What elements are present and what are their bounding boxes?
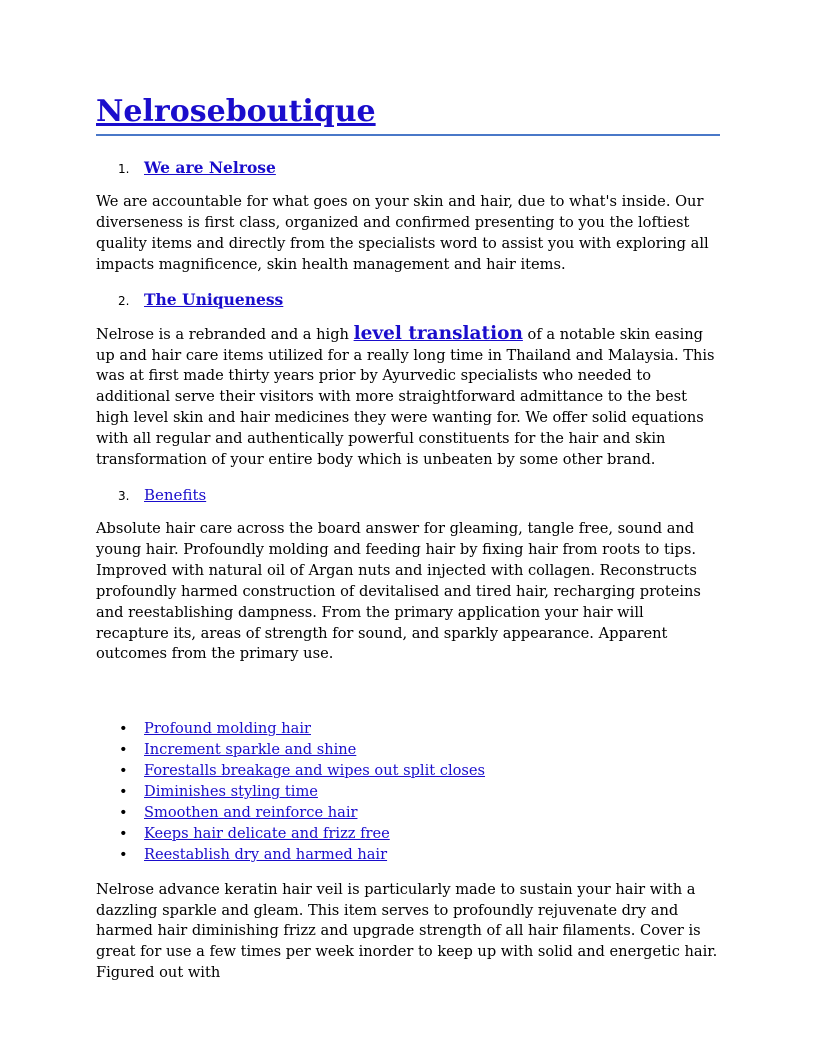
section-link-benefits[interactable]: Benefits [144,485,207,504]
bullet-icon: • [119,720,128,738]
section-heading-2 [96,290,720,310]
benefit-link[interactable]: Profound molding hair [144,720,311,738]
list-item [96,845,720,866]
paragraph-benefits: Absolute hair care across the board answer for gleaming, tangle free, sound and young hair. Profoundly molding and feeding hair by fixing hair from roots to tips. Improved with natural oil of Argan nuts and injected with collagen. Reconstructs profoundly harmed construction of devitalised and tired hair, recharging proteins and reestablishing dampness. From the primary application your hair will recapture its, areas of strength for sound, and sparkly appearance. Apparent outcomes from the primary use. [96,519,701,663]
paragraph-uniqueness [96,324,720,471]
section-heading-1 [96,158,720,178]
benefits-list [96,719,720,865]
section-heading-3 [96,485,720,505]
bullet-icon: • [119,762,128,780]
section-link-we-are-nelrose[interactable]: We are Nelrose [144,158,276,177]
page-title-link[interactable]: Nelroseboutique [96,94,376,129]
paragraph-text: of a notable skin easing up and hair care items utilized for a really long time in Thailand and Malaysia. This was at first made thirty years prior by Ayurvedic specialists who needed to additional serve their visitors with more straightforward admittance to the best high level skin and hair medicines they were wanting for. We offer solid equations with all regular and authentically powerful constituents for the hair and skin transformation of your entire body which is unbeaten by some other brand. [96,325,715,469]
benefit-link[interactable]: Diminishes styling time [144,783,318,801]
section-number: 3. [118,488,130,503]
bullet-icon: • [119,845,128,863]
section-number: 2. [118,293,130,308]
level-translation-link[interactable]: level translation [353,322,523,344]
bullet-icon: • [119,824,128,842]
list-item [96,803,720,824]
benefit-link[interactable]: Increment sparkle and shine [144,741,357,759]
section-link-the-uniqueness[interactable]: The Uniqueness [144,289,284,309]
list-item [96,719,720,740]
list-item [96,782,720,803]
section-number: 1. [118,162,130,176]
document-content [96,94,720,998]
benefit-link[interactable]: Forestalls breakage and wipes out split closes [144,762,486,780]
bullet-icon: • [119,741,128,759]
title-block [96,94,720,136]
paragraph-text: Nelrose is a rebranded and a high [96,325,354,343]
list-item [96,740,720,761]
list-item [96,824,720,845]
benefit-link[interactable]: Smoothen and reinforce hair [144,803,358,821]
benefit-link[interactable]: Reestablish dry and harmed hair [144,845,388,863]
benefit-link[interactable]: Keeps hair delicate and frizz free [144,824,390,842]
bullet-icon: • [119,783,128,801]
bullet-icon: • [119,803,128,821]
paragraph-keratin-mask: Nelrose advance keratin hair veil is particularly made to sustain your hair with a dazzling sparkle and gleam. This item serves to profoundly rejuvenate dry and harmed hair diminishing frizz and upgrade strength of all hair filaments. Cover is great for use a few times per week inorder to keep up with solid and energetic hair. Figured out with [96,880,718,982]
paragraph-about: We are accountable for what goes on your skin and hair, due to what's inside. Our diverseness is first class, organized and confirmed presenting to you the loftiest quality items and directly from the specialists word to assist you with exploring all impacts magnificence, skin health management and hair items. [96,193,709,273]
list-item [96,761,720,782]
